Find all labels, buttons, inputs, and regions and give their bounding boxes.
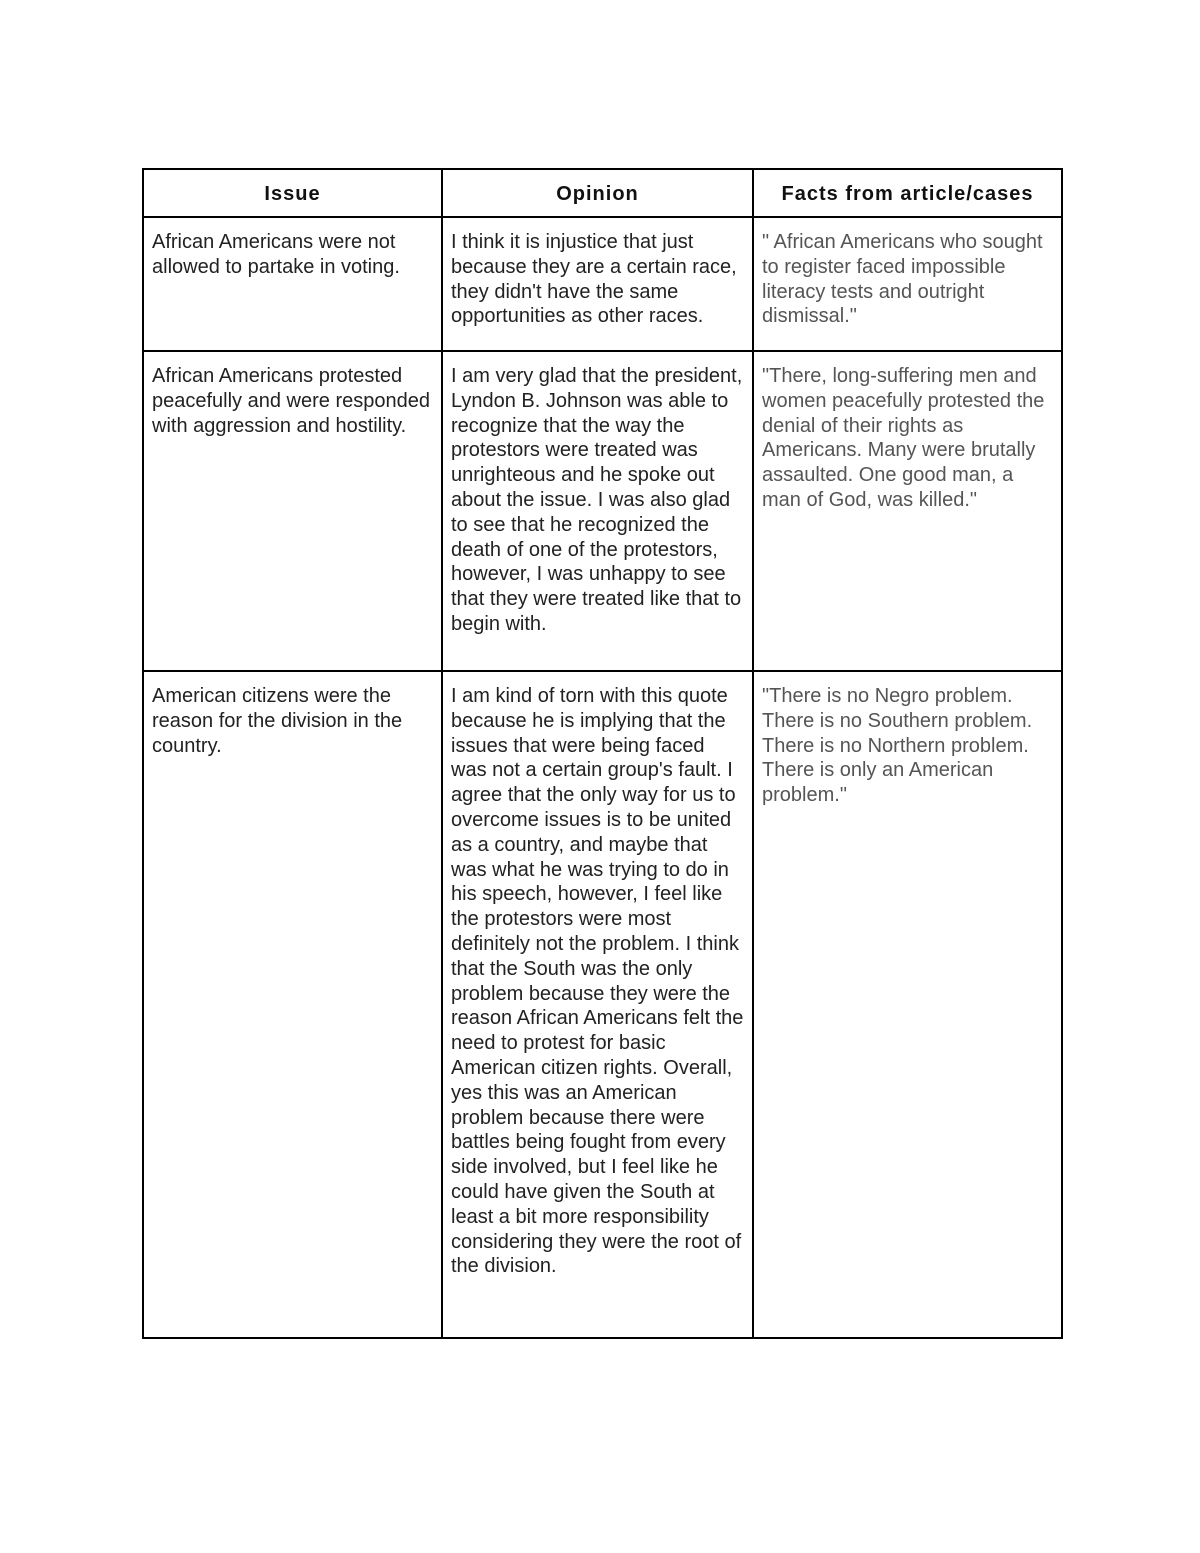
- issue-cell: African Americans protested peacefully and were responded with aggression and hostility.: [143, 351, 442, 671]
- table-row: [143, 351, 1062, 671]
- table-header-row: [143, 169, 1062, 217]
- issue-cell: American citizens were the reason for the division in the country.: [143, 671, 442, 1338]
- issue-cell: African Americans were not allowed to partake in voting.: [143, 217, 442, 351]
- table-row: [143, 217, 1062, 351]
- facts-cell: "There, long-suffering men and women peacefully protested the denial of their rights as Americans. Many were brutally assaulted. One good man, a man of God, was killed.": [753, 351, 1062, 671]
- opinion-cell: I am kind of torn with this quote because he is implying that the issues that were being faced was not a certain group's fault. I agree that the only way for us to overcome issues is to be united as a country, and maybe that was what he was trying to do in his speech, however, I feel like the protestors were most definitely not the problem. I think that the South was the only problem because they were the reason African Americans felt the need to protest for basic American citizen rights. Overall, yes this was an American problem because there were battles being fought from every side involved, but I feel like he could have given the South at least a bit more responsibility considering they were the root of the division.: [442, 671, 753, 1338]
- facts-cell: " African Americans who sought to register faced impossible literacy tests and outright dismissal.": [753, 217, 1062, 351]
- issue-opinion-facts-table: [142, 168, 1063, 1339]
- opinion-cell: I am very glad that the president, Lyndon B. Johnson was able to recognize that the way the protestors were treated was unrighteous and he spoke out about the issue. I was also glad to see that he recognized the death of one of the protestors, however, I was unhappy to see that they were treated like that to begin with.: [442, 351, 753, 671]
- header-issue: Issue: [143, 169, 442, 217]
- opinion-cell: I think it is injustice that just because they are a certain race, they didn't have the same opportunities as other races.: [442, 217, 753, 351]
- header-opinion: Opinion: [442, 169, 753, 217]
- facts-cell: "There is no Negro problem. There is no Southern problem. There is no Northern problem. There is only an American problem.": [753, 671, 1062, 1338]
- table-row: [143, 671, 1062, 1338]
- header-facts: Facts from article/cases: [753, 169, 1062, 217]
